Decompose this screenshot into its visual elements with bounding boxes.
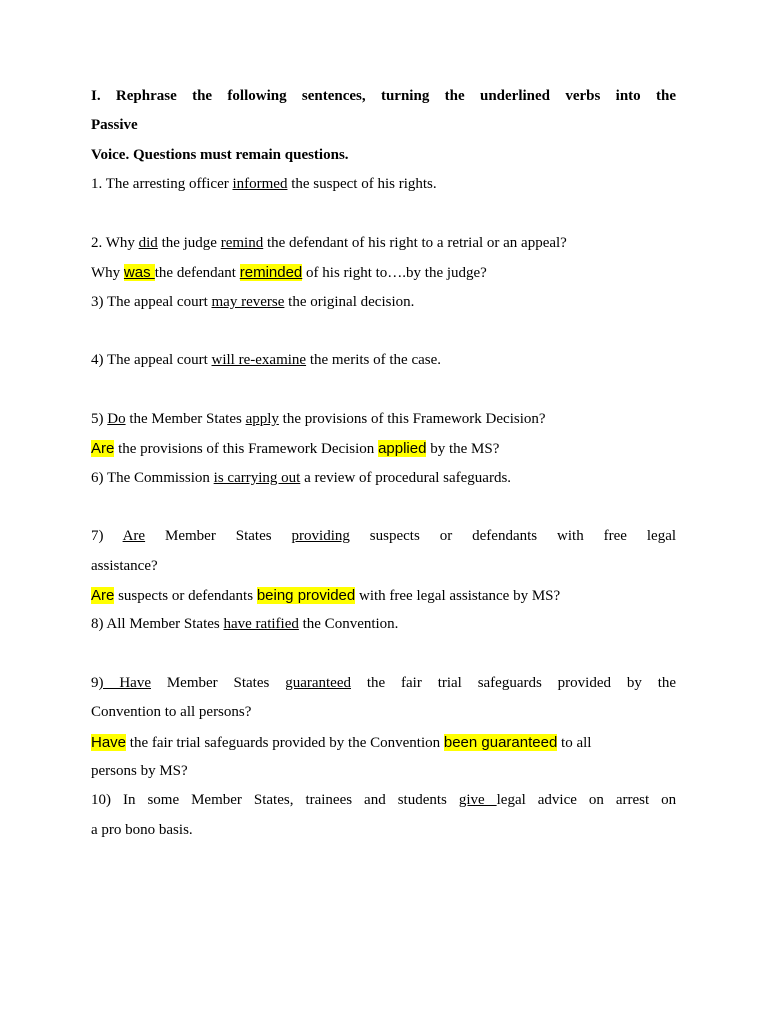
exercise-item-8 [91, 610, 676, 639]
item-text: Why [91, 265, 124, 281]
item-text: fair [401, 675, 422, 691]
underlined-verb: providing [291, 528, 350, 544]
item-text: 9 [91, 675, 99, 691]
heading-line-2: Passive [91, 117, 138, 133]
exercise-item-9-continued: Convention to all persons? [91, 704, 252, 720]
exercise-item-7 [91, 522, 676, 551]
underlined-verb: is carrying out [213, 470, 301, 486]
underlined-verb: give [458, 792, 497, 808]
underlined-verb: may reverse [211, 294, 285, 310]
item-text: of his right to….by the judge? [302, 265, 487, 281]
item-text: 1. The arresting officer [91, 176, 233, 192]
item-text: some [147, 792, 180, 808]
item-text: advice [537, 792, 577, 808]
item-text: by the MS? [426, 441, 500, 457]
exercise-item-7-continued: assistance? [91, 558, 158, 574]
item-text: the Convention. [298, 616, 399, 632]
item-text: the Member States [125, 411, 246, 427]
item-text: States, [253, 792, 294, 808]
answer-item-5 [91, 434, 676, 463]
exercise-item-4 [91, 346, 676, 375]
highlighted-verb: reminded [239, 264, 303, 281]
item-text: provided [557, 675, 611, 691]
item-text: 8) All Member States [91, 616, 224, 632]
item-text: on [661, 792, 677, 808]
highlighted-verb: Have [91, 734, 127, 751]
item-text: free [603, 528, 627, 544]
exercise-item-6 [91, 464, 676, 493]
item-text: the defendant [154, 265, 240, 281]
item-text: Member [166, 675, 218, 691]
item-text: the provisions of this Framework Decision? [278, 411, 546, 427]
item-text: safeguards [477, 675, 542, 691]
exercise-item-1 [91, 170, 676, 199]
item-text: and [364, 792, 386, 808]
item-text: students [397, 792, 447, 808]
exercise-item-2 [91, 229, 676, 258]
exercise-item-10 [91, 786, 676, 815]
answer-item-9 [91, 728, 676, 757]
underlined-verb: guaranteed [285, 675, 351, 691]
item-text: Member [165, 528, 216, 544]
item-text: 7) [91, 528, 104, 544]
heading-line-1: I. Rephrase the following sentences, turning the underlined verbs into the [91, 88, 676, 104]
item-text: legal [646, 528, 677, 544]
item-text: by [626, 675, 642, 691]
highlighted-verb: been guaranteed [443, 734, 558, 751]
item-text: 4) The appeal court [91, 352, 212, 368]
underlined-verb: apply [245, 411, 279, 427]
item-text: the fair trial safeguards provided by the Convention [126, 735, 444, 751]
item-text: 6) The Commission [91, 470, 214, 486]
item-text: trial [437, 675, 462, 691]
item-text: the [657, 675, 677, 691]
item-text: or [439, 528, 453, 544]
item-text: the suspect of his rights. [287, 176, 437, 192]
item-text: suspects [369, 528, 420, 544]
item-text: arrest [615, 792, 650, 808]
item-text: with [557, 528, 584, 544]
item-text: the [366, 675, 386, 691]
exercise-item-3 [91, 288, 676, 317]
item-text: 3) The appeal court [91, 294, 212, 310]
underlined-verb: remind [220, 235, 264, 251]
underlined-verb: will re-examine [211, 352, 307, 368]
item-text: defendants [472, 528, 538, 544]
item-text: suspects or defendants [114, 588, 257, 604]
highlighted-verb: Are [91, 587, 115, 604]
item-text: the provisions of this Framework Decision [114, 441, 379, 457]
answer-item-2 [91, 258, 676, 287]
item-text: the original decision. [284, 294, 415, 310]
item-text: States [233, 675, 270, 691]
underlined-verb: have ratified [223, 616, 299, 632]
highlighted-verb: provided [297, 587, 356, 604]
item-text: 5) [91, 411, 108, 427]
item-text: 10) [91, 792, 111, 808]
item-text: a review of procedural safeguards. [300, 470, 512, 486]
item-text: In [122, 792, 136, 808]
exercise-item-10-continued: a pro bono basis. [91, 822, 193, 838]
item-text: trainees [305, 792, 353, 808]
answer-item-9-continued: persons by MS? [91, 763, 188, 779]
item-text: the defendant of his right to a retrial or an appeal? [263, 235, 567, 251]
highlighted-verb: being [256, 587, 294, 604]
highlighted-verb: was [123, 264, 155, 281]
exercise-item-5 [91, 405, 676, 434]
item-text: with free legal assistance by MS? [355, 588, 561, 604]
underlined-verb: Are [122, 528, 146, 544]
item-text: 2. Why [91, 235, 139, 251]
underlined-verb: ) Have [98, 675, 151, 691]
item-text: States [235, 528, 272, 544]
item-text: legal [496, 792, 526, 808]
highlighted-verb: applied [378, 440, 427, 457]
heading-line-3: Voice. Questions must remain questions. [91, 147, 349, 163]
underlined-verb: did [138, 235, 158, 251]
underlined-verb: Do [107, 411, 126, 427]
answer-item-7 [91, 581, 676, 610]
item-text: to all [557, 735, 592, 751]
item-text: on [588, 792, 604, 808]
item-text: the merits of the case. [306, 352, 442, 368]
item-text: the judge [157, 235, 221, 251]
item-text: Member [191, 792, 242, 808]
underlined-verb: informed [232, 176, 288, 192]
exercise-item-9 [91, 669, 676, 698]
highlighted-verb: Are [91, 440, 115, 457]
